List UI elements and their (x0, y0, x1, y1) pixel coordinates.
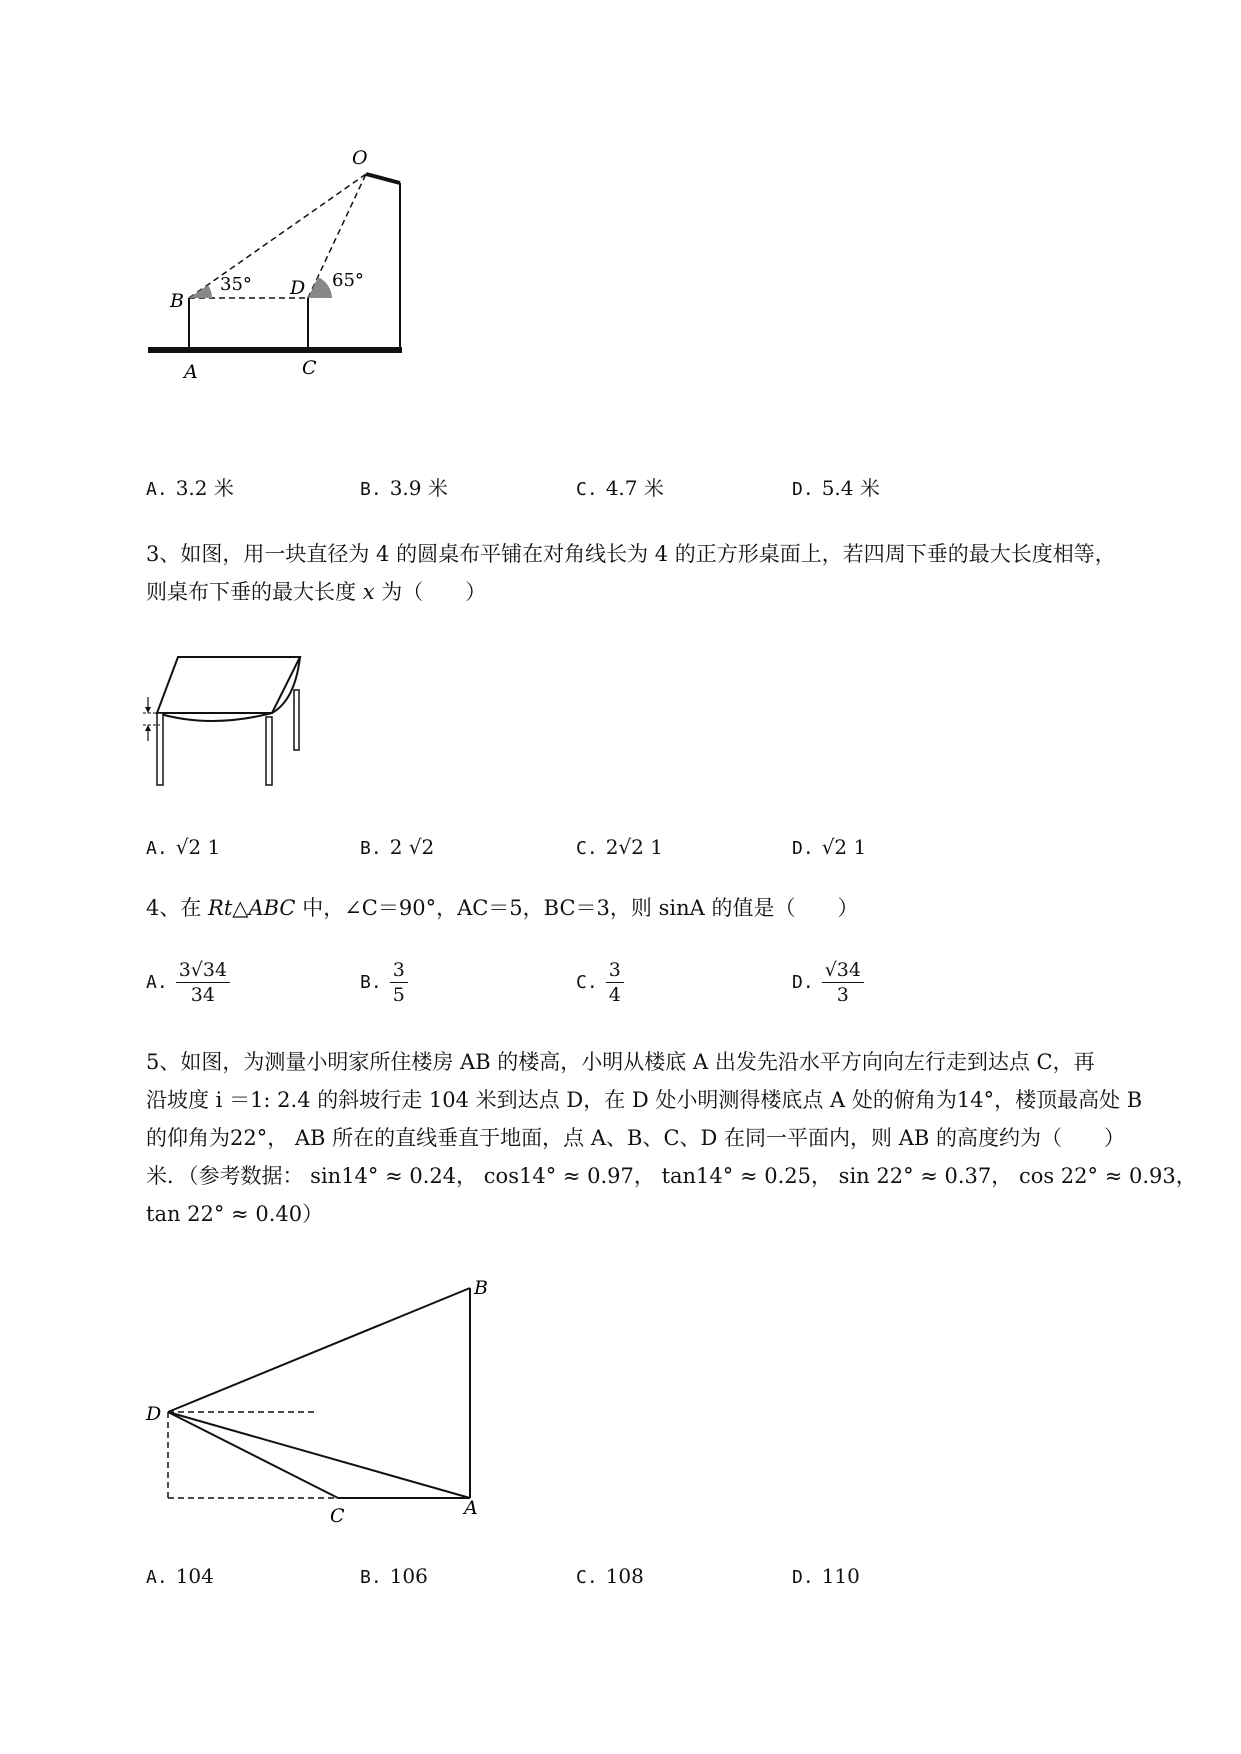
label-d: D (290, 277, 306, 299)
q2-option-c[interactable]: C. 4.7 米 (576, 476, 664, 500)
label-c: C (302, 357, 317, 379)
q4-option-c[interactable]: C. $\frac{3}{4}$ (576, 958, 624, 1007)
q4-option-a[interactable]: A. $\frac{3√34}{34}$ (146, 958, 230, 1007)
fraction: $\frac{√34}{3}$ (822, 958, 864, 1007)
table-leg (157, 713, 163, 785)
q5-option-c[interactable]: C. 108 (576, 1564, 644, 1588)
label-b: B (474, 1277, 488, 1299)
angle-mark-d (308, 277, 332, 298)
q2-option-b[interactable]: B. 3.9 米 (360, 476, 448, 500)
label-a: A (184, 361, 198, 383)
table-top (157, 657, 300, 713)
q3-option-c[interactable]: C. 2√2 1 (576, 835, 663, 859)
q4-question: 4、在 Rt△ABC 中，∠C＝90°，AC＝5，BC＝3，则 sinA 的值是（ ） (146, 896, 859, 920)
angle-mark-b (189, 285, 212, 298)
fraction: $\frac{3}{5}$ (390, 958, 408, 1007)
q5-line2: 沿坡度 i ＝1: 2.4 的斜坡行走 104 米到达点 D，在 D 处小明测得楼底点 A 处的俯角为14°，楼顶最高处 B (146, 1088, 1143, 1112)
segment-dc (168, 1412, 338, 1498)
q3-option-a[interactable]: A. √2 1 (146, 835, 221, 859)
q2-option-a[interactable]: A. 3.2 米 (146, 476, 234, 500)
q2-option-d[interactable]: D. 5.4 米 (792, 476, 880, 500)
figure-table (140, 645, 320, 790)
label-a: A (464, 1497, 478, 1519)
q5-line3: 的仰角为22°， AB 所在的直线垂直于地面，点 A、B、C、D 在同一平面内，则 AB 的高度约为（ ） (146, 1126, 1125, 1150)
q5-option-a[interactable]: A. 104 (146, 1564, 214, 1588)
segment-db (168, 1288, 470, 1412)
label-c: C (330, 1505, 345, 1527)
angle-label-35: 35° (220, 274, 252, 295)
q5-option-d[interactable]: D. 110 (792, 1564, 860, 1588)
fraction: $\frac{3√34}{34}$ (176, 958, 230, 1007)
label-d: D (146, 1403, 162, 1425)
q3-option-b[interactable]: B. 2 √2 (360, 835, 435, 859)
table-leg (266, 717, 272, 785)
table-leg (294, 690, 299, 750)
q4-option-d[interactable]: D. $\frac{√34}{3}$ (792, 958, 864, 1007)
q4-option-b[interactable]: B. $\frac{3}{5}$ (360, 958, 408, 1007)
label-b: B (170, 290, 184, 312)
figure-slope (140, 1270, 500, 1530)
q5-line5: tan 22° ≈ 0.40） (146, 1202, 324, 1226)
angle-label-65: 65° (332, 270, 364, 291)
q3-line2: 则桌布下垂的最大长度 x 为（ ） (146, 580, 487, 604)
arrow-head (145, 725, 151, 731)
q5-line1: 5、如图，为测量小明家所住楼房 AB 的楼高，小明从楼底 A 出发先沿水平方向向左行走到达点 C，再 (146, 1050, 1095, 1074)
q5-option-b[interactable]: B. 106 (360, 1564, 428, 1588)
q3-line1: 3、如图，用一块直径为 4 的圆桌布平铺在对角线长为 4 的正方形桌面上，若四周下垂的最大长度相等， (146, 542, 1116, 566)
top-arm (366, 174, 400, 183)
label-o: O (352, 150, 368, 169)
fraction: $\frac{3}{4}$ (606, 958, 624, 1007)
q5-line4: 米．（参考数据： sin14° ≈ 0.24， cos14° ≈ 0.97， tan14° ≈ 0.25， sin 22° ≈ 0.37， cos 22° ≈ 0.93， (146, 1164, 1197, 1188)
segment-da (168, 1412, 470, 1498)
arrow-head (145, 707, 151, 713)
figure-angles (140, 150, 460, 430)
q3-option-d[interactable]: D. √2 1 (792, 835, 867, 859)
cloth-drape-front (157, 713, 272, 721)
